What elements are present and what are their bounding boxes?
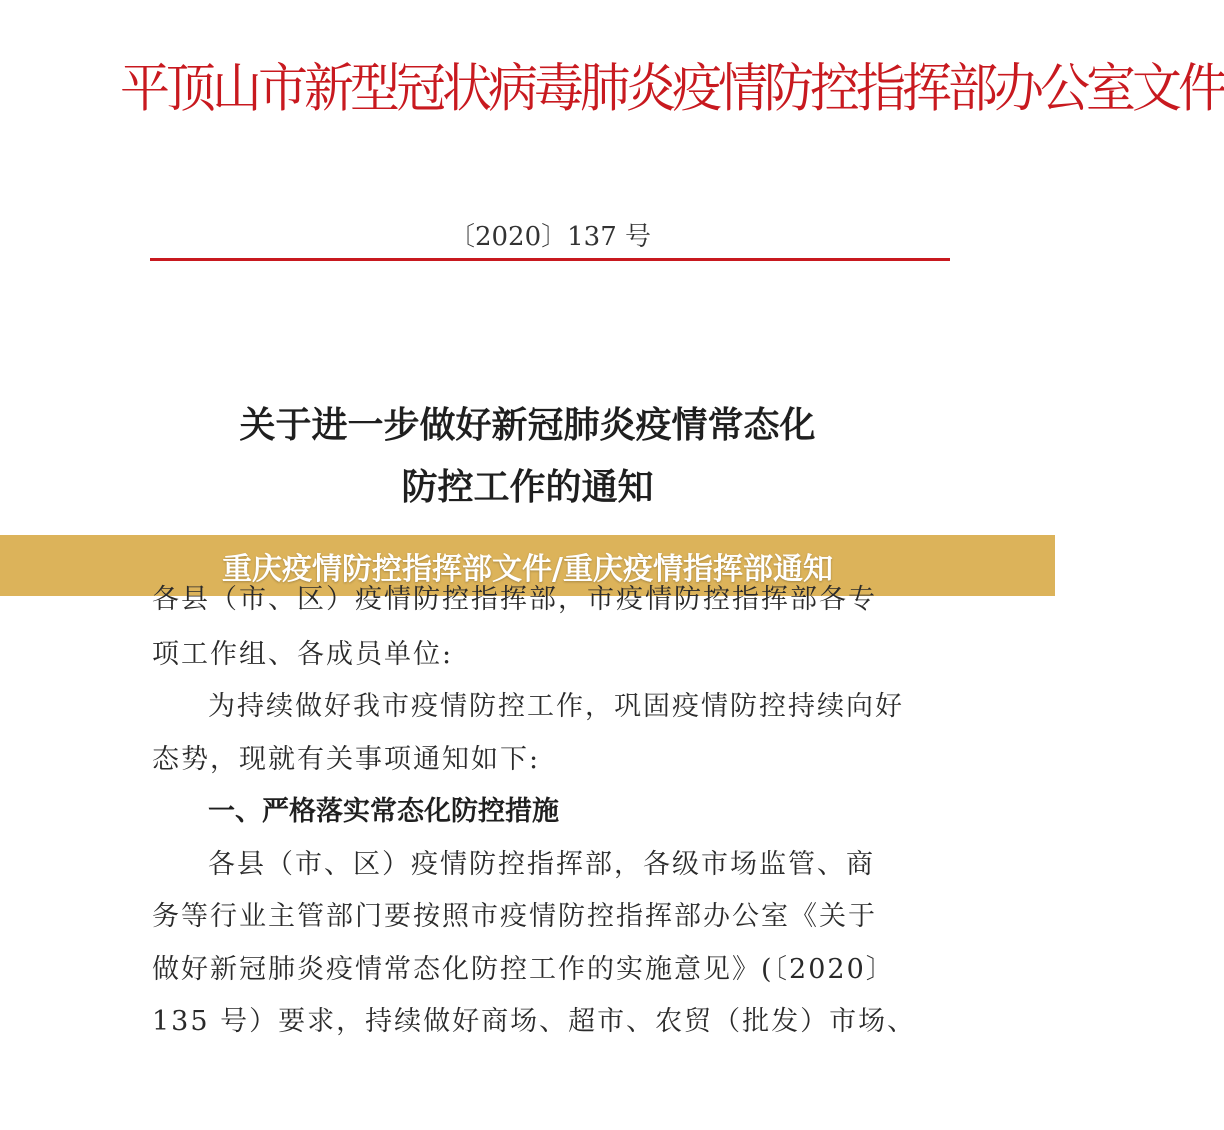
document-issuer-header: 平顶山市新型冠状病毒肺炎疫情防控指挥部办公室文件 — [120, 57, 1224, 119]
document-title — [150, 395, 905, 519]
body-line: 项工作组、各成员单位: — [152, 639, 454, 670]
body-line: 态势，现就有关事项通知如下: — [152, 744, 541, 775]
caption-banner-text: 重庆疫情防控指挥部文件/重庆疫情指挥部通知 — [222, 551, 833, 587]
body-line: 各县（市、区）疫情防控指挥部，各级市场监管、商 — [208, 849, 875, 880]
body-line: 135 号）要求，持续做好商场、超市、农贸（批发）市场、 — [152, 1006, 917, 1037]
body-line: 做好新冠肺炎疫情常态化防控工作的实施意见》(〔2020〕 — [152, 954, 895, 985]
document-title-line-1: 关于进一步做好新冠肺炎疫情常态化 — [239, 405, 816, 446]
red-divider-line — [150, 258, 950, 261]
document-title-line-2: 防控工作的通知 — [401, 467, 654, 508]
body-line: 各县（市、区）疫情防控指挥部，市疫情防控指挥部各专 — [152, 584, 877, 615]
section-heading: 一、严格落实常态化防控措施 — [208, 796, 559, 827]
body-line: 为持续做好我市疫情防控工作，巩固疫情防控持续向好 — [208, 691, 904, 722]
body-line: 务等行业主管部门要按照市疫情防控指挥部办公室《关于 — [152, 901, 877, 932]
document-number: 〔2020〕137 号 — [448, 222, 652, 252]
